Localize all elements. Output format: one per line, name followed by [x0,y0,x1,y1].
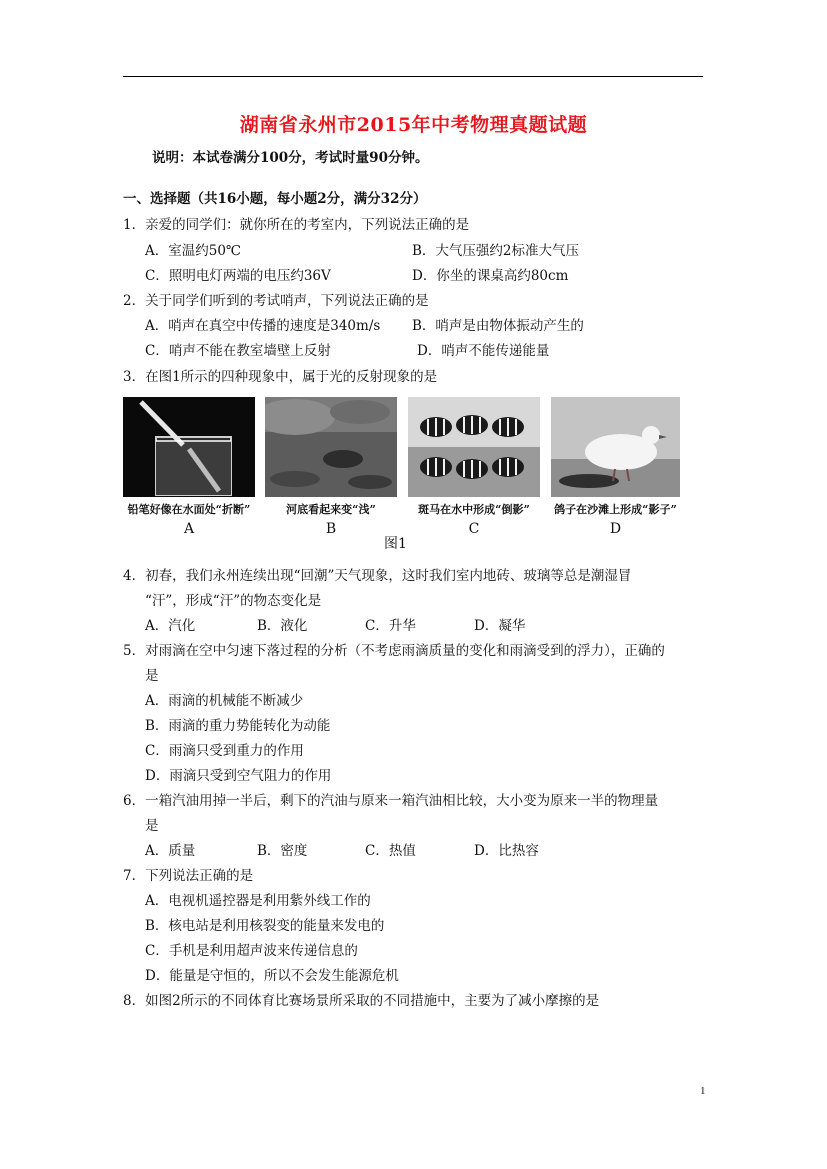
page-title: 湖南省永州市2015年中考物理真题试题 [239,114,588,136]
figure-caption-d: 鸽子在沙滩上形成“影子” [554,503,677,516]
question-4-stem-line-2: “汗”，形成“汗”的物态变化是 [145,593,322,609]
pencil-in-water-image [123,397,255,497]
question-5-option-d: D．雨滴只受到空气阻力的作用 [145,768,332,784]
question-4-option-a: A．汽化 [145,618,196,634]
question-3-stem: 3．在图1所示的四种现象中，属于光的反射现象的是 [123,369,438,385]
question-4-option-b: B．液化 [257,618,308,634]
figure-letter-c: C [468,521,480,537]
question-2-option-a: A．哨声在真空中传播的速度是340m/s [145,318,381,334]
figure-1-label: 图1 [384,536,407,552]
figure-1 [123,397,680,547]
question-2-option-d: D．哨声不能传递能量 [417,343,550,359]
figure-panel-d [551,397,680,547]
figure-panel-b [265,397,397,547]
question-1-option-c: C．照明电灯两端的电压约36V [145,268,331,284]
header-rule [123,76,703,77]
question-6-stem-line-1: 6．一箱汽油用掉一半后，剩下的汽油与原来一箱汽油相比较，大小变为原来一半的物理量 [123,793,659,809]
figure-panel-c [408,397,540,547]
question-1-option-d: D．你坐的课桌高约80cm [412,268,569,284]
question-6-option-c: C．热值 [365,843,416,859]
exam-note: 说明：本试卷满分100分，考试时量90分钟。 [152,150,429,166]
question-7-option-b: B．核电站是利用核裂变的能量来发电的 [145,918,385,934]
question-4-stem-line-1: 4．初春，我们永州连续出现“回潮”天气现象，这时我们室内地砖、玻璃等总是潮湿冒 [123,568,632,584]
figure-letter-b: B [325,521,337,537]
question-4-option-d: D．凝华 [474,618,526,634]
figure-caption-c: 斑马在水中形成“倒影” [418,503,530,516]
section-heading: 一、选择题（共16小题，每小题2分，满分32分） [123,191,427,207]
question-5-option-a: A．雨滴的机械能不断减少 [145,693,304,709]
dove-shadow-image [551,397,680,497]
question-7-option-d: D．能量是守恒的，所以不会发生能源危机 [145,968,399,984]
question-5-option-b: B．雨滴的重力势能转化为动能 [145,718,331,734]
question-5-stem-line-2: 是 [145,668,159,684]
question-6-option-a: A．质量 [145,843,196,859]
question-7-option-a: A．电视机遥控器是利用紫外线工作的 [145,893,371,909]
figure-caption-a: 铅笔好像在水面处“折断” [127,503,251,516]
figure-caption-b: 河底看起来变“浅” [286,503,376,516]
question-5-option-c: C．雨滴只受到重力的作用 [145,743,304,759]
question-8-stem: 8．如图2所示的不同体育比赛场景所采取的不同措施中，主要为了减小摩擦的是 [123,993,600,1009]
question-1-option-b: B．大气压强约2标准大气压 [412,243,580,259]
zebra-reflection-image [408,397,540,497]
question-7-option-c: C．手机是利用超声波来传递信息的 [145,943,358,959]
question-4-option-c: C．升华 [365,618,416,634]
question-6-option-d: D．比热容 [474,843,539,859]
question-5-stem-line-1: 5．对雨滴在空中匀速下落过程的分析（不考虑雨滴质量的变化和雨滴受到的浮力），正确的 [123,643,665,659]
question-2-stem: 2．关于同学们听到的考试哨声，下列说法正确的是 [123,293,429,309]
page-number: 1 [700,1085,706,1097]
question-6-option-b: B．密度 [257,843,308,859]
riverbed-image [265,397,397,497]
question-1-stem: 1．亲爱的同学们：就你所在的考室内，下列说法正确的是 [123,217,470,233]
figure-letter-d: D [609,521,622,537]
question-2-option-c: C．哨声不能在教室墙壁上反射 [145,343,331,359]
question-1-option-a: A．室温约50℃ [145,243,242,259]
figure-letter-a: A [183,521,195,537]
figure-panel-a [123,397,255,547]
question-2-option-b: B．哨声是由物体振动产生的 [412,318,584,334]
question-7-stem: 7．下列说法正确的是 [123,868,254,884]
question-6-stem-line-2: 是 [145,818,159,834]
